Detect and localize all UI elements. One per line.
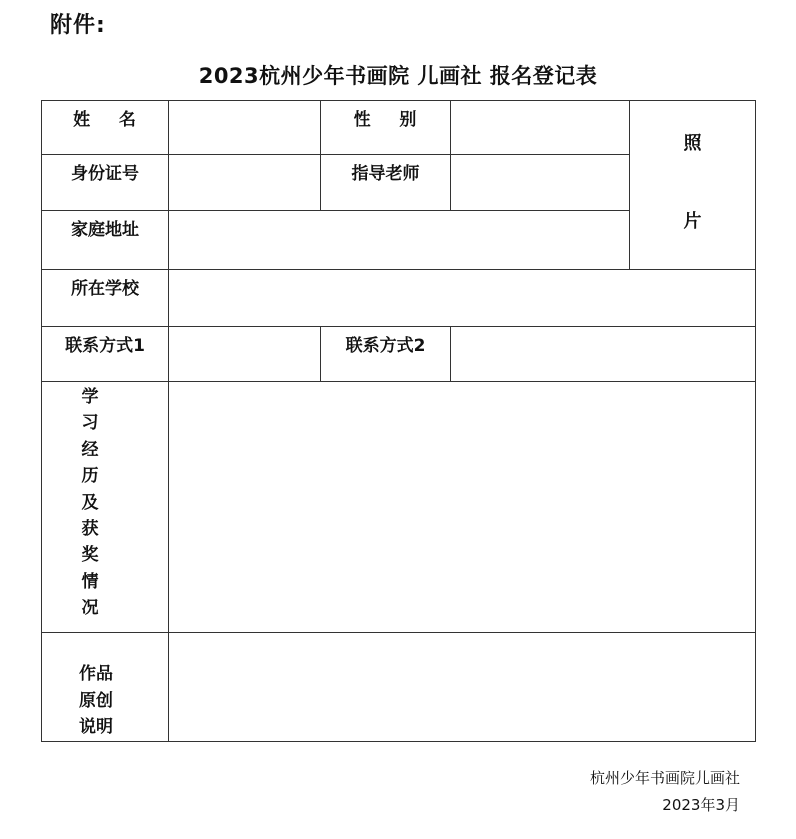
photo-label-char-1: 照: [683, 133, 702, 154]
experience-label-char: 历: [81, 466, 99, 487]
form-title: [0, 60, 796, 90]
works-field[interactable]: [169, 633, 756, 742]
registration-form-table: [41, 100, 756, 742]
experience-field[interactable]: [169, 382, 756, 633]
experience-label: [42, 382, 169, 633]
id-number-field[interactable]: [169, 155, 321, 211]
row-name-gender: [42, 101, 756, 155]
school-field[interactable]: [169, 270, 756, 327]
experience-label-char: 习: [81, 413, 99, 434]
name-field[interactable]: [169, 101, 321, 155]
teacher-field[interactable]: [451, 155, 630, 211]
title-part-2: 儿画社: [417, 64, 482, 88]
title-part-3: 报名登记表: [489, 64, 598, 88]
id-number-label: 身份证号: [42, 155, 169, 211]
teacher-label: 指导老师: [321, 155, 451, 211]
row-works: [42, 633, 756, 742]
name-label: 姓 名: [42, 101, 169, 155]
contact1-label: 联系方式1: [42, 327, 169, 382]
works-label-line: 说明: [79, 717, 113, 737]
works-label-line: 原创: [79, 690, 113, 711]
row-school: [42, 270, 756, 327]
attachment-label: 附件:: [50, 13, 106, 38]
contact1-field[interactable]: [169, 327, 321, 382]
school-label: 所在学校: [42, 270, 169, 327]
photo-box[interactable]: [630, 101, 756, 270]
photo-label-char-2: 片: [683, 211, 702, 232]
title-part-1: 2023杭州少年书画院: [198, 64, 410, 88]
experience-label-char: 情: [81, 571, 99, 592]
experience-label-char: 经: [81, 439, 99, 460]
experience-label-char: 及: [81, 492, 99, 513]
row-experience: [42, 382, 756, 633]
row-contacts: [42, 327, 756, 382]
experience-label-char: 获: [81, 519, 99, 540]
gender-field[interactable]: [451, 101, 630, 155]
works-label: [42, 633, 169, 742]
works-label-line: 作品: [79, 664, 113, 684]
address-field[interactable]: [169, 211, 630, 270]
contact2-field[interactable]: [451, 327, 756, 382]
gender-label: 性 别: [321, 101, 451, 155]
experience-label-char: 奖: [81, 545, 99, 566]
footer-organization: 杭州少年书画院儿画社: [589, 769, 740, 787]
address-label: 家庭地址: [42, 211, 169, 270]
contact2-label: 联系方式2: [321, 327, 451, 382]
footer-date: 2023年3月: [662, 796, 740, 814]
experience-label-char: 学: [81, 387, 99, 407]
experience-label-char: 况: [81, 598, 99, 619]
